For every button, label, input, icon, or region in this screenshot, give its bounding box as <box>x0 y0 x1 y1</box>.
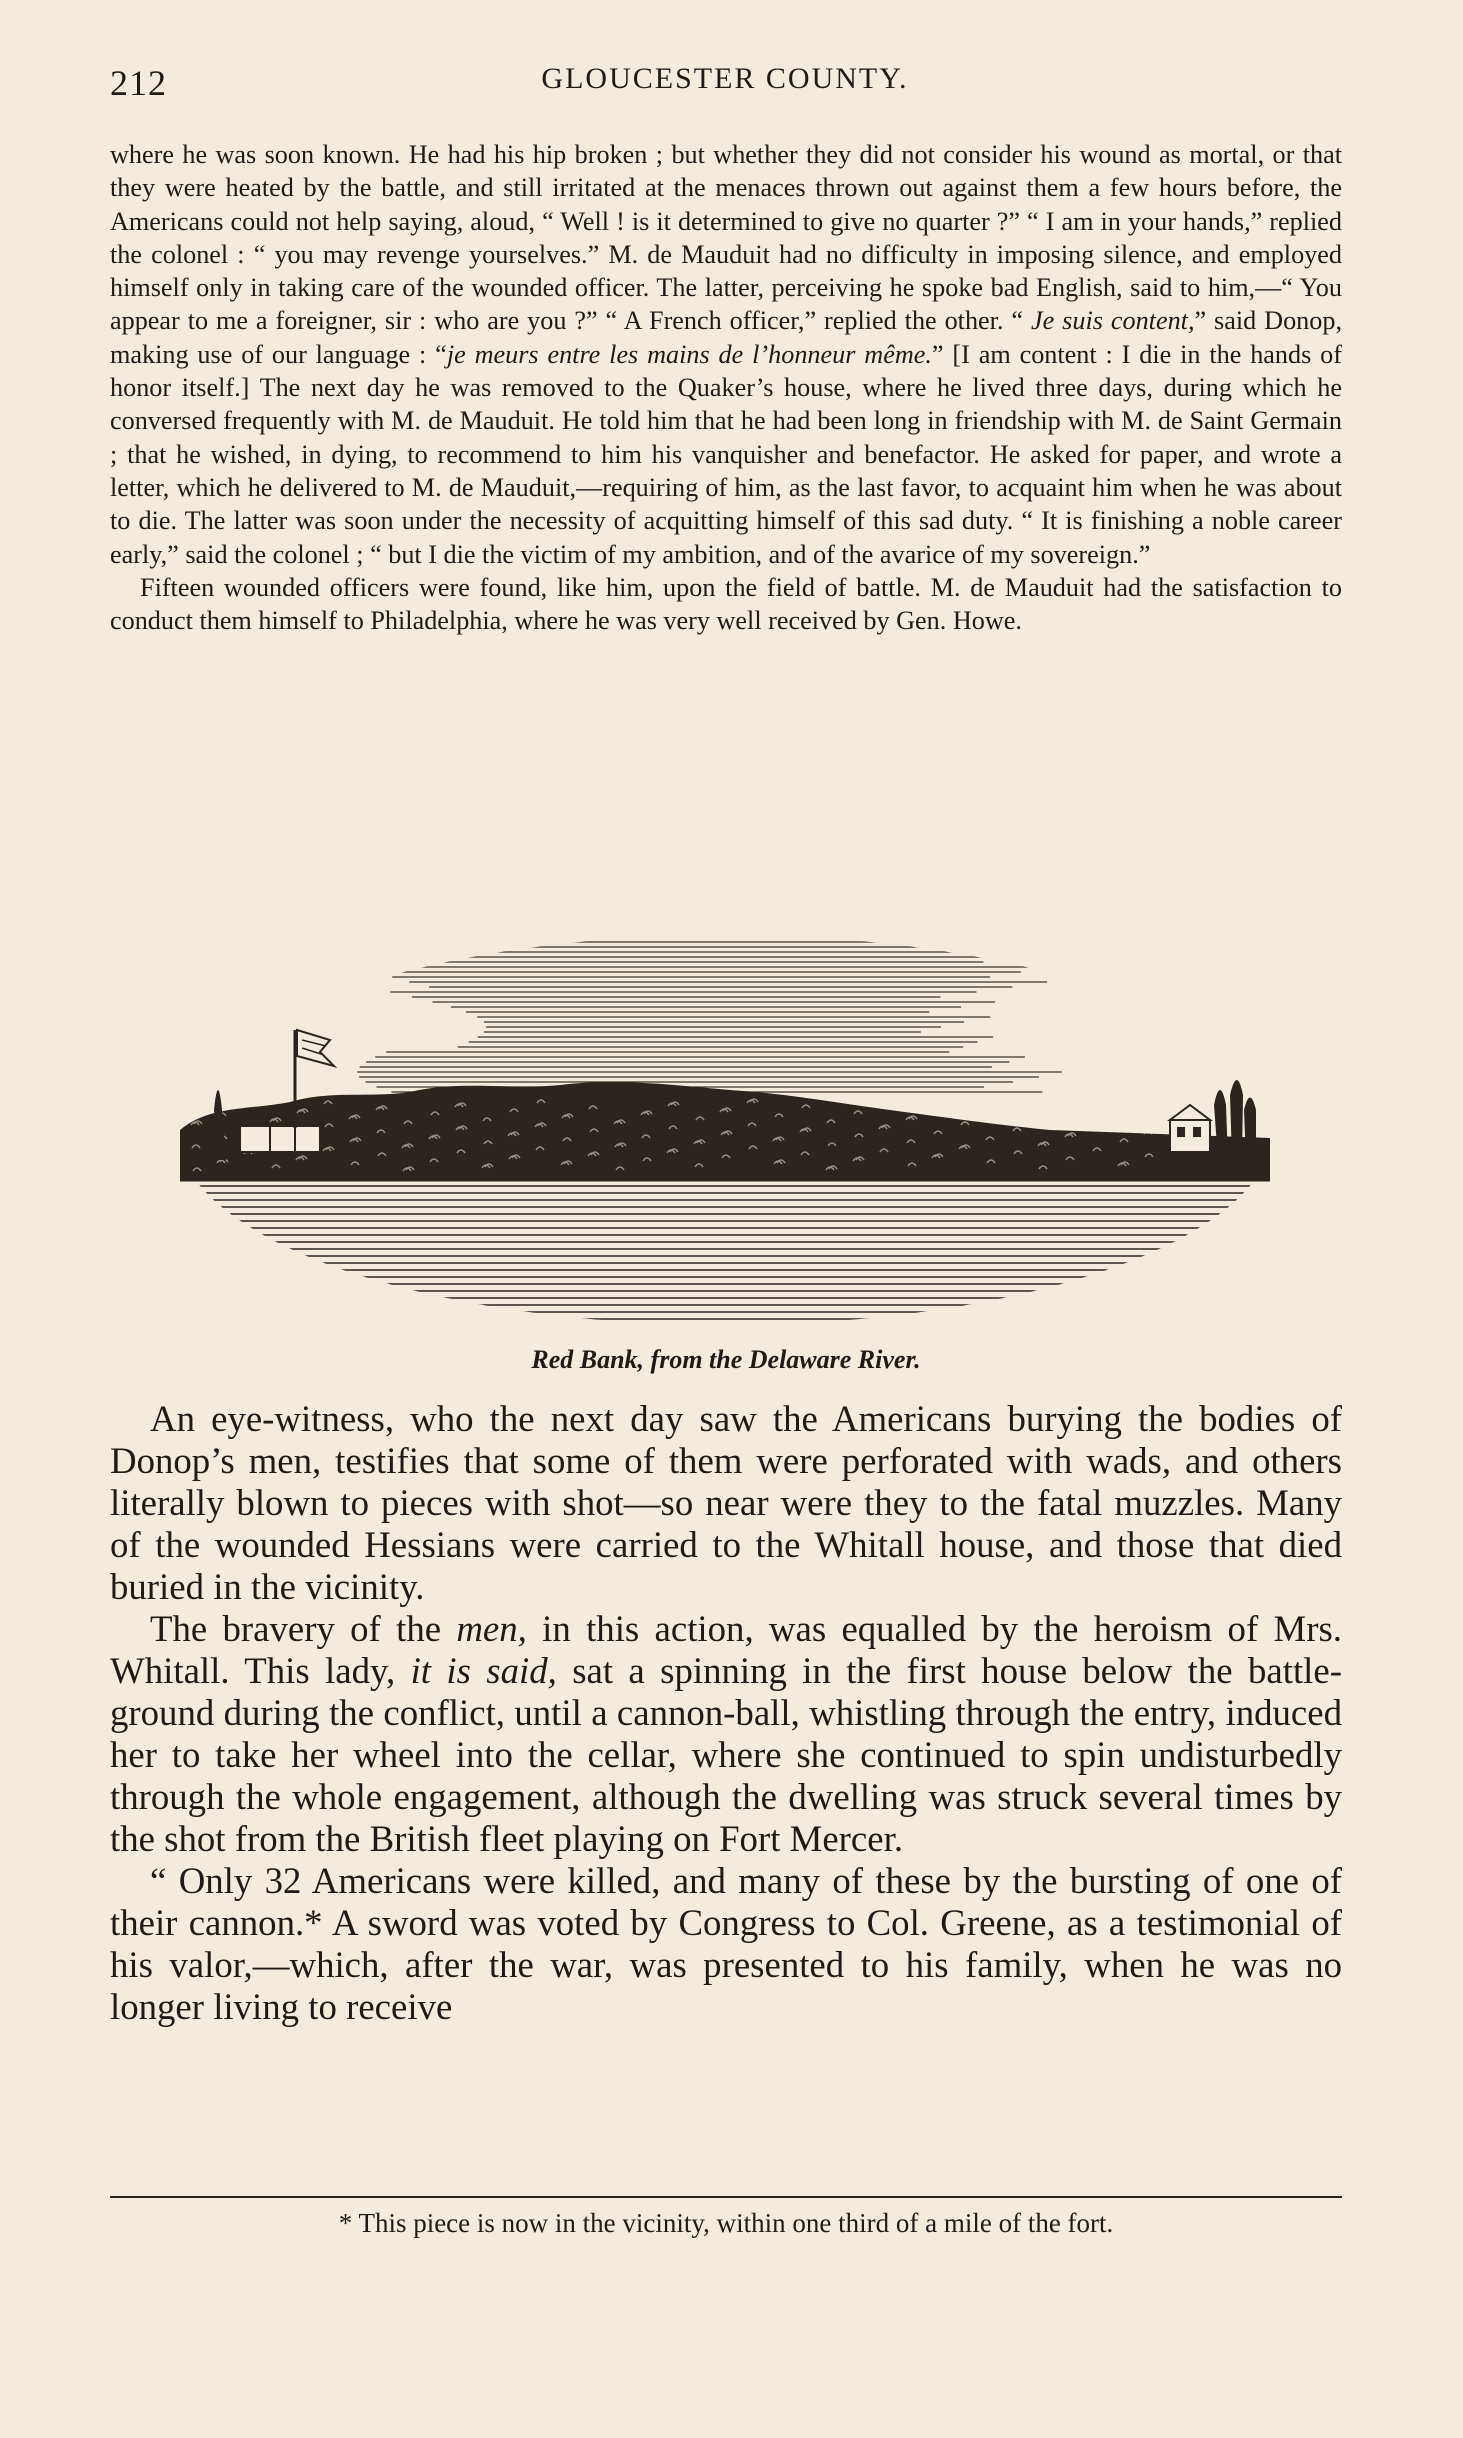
main-text-section <box>110 1398 1342 2028</box>
paragraph-eye-witness: An eye-witness, who the next day saw the Americans burying the bodies of Donop’s men, testifies that some of them were perforated with wads, and others literally blown to pieces with shot—so near were they to the fatal muzzles. Many of the wounded Hessians were carried to the Whitall house, and those that died buried in the vicinity. <box>110 1398 1342 1607</box>
paragraph-americans-killed: “ Only 32 Americans were killed, and many of these by the bursting of one of their cannon.* A sword was voted by Congress to Col. Greene, as a testimonial of his valor,—which, after the war, was presented to his family, when he was no longer living to receive <box>110 1860 1342 2027</box>
sky-hatching <box>357 942 1062 1092</box>
page-header <box>110 56 1340 106</box>
footnote: * This piece is now in the vicinity, within one third of a mile of the fort. <box>338 2208 1114 2238</box>
whitall-house <box>1170 1105 1210 1152</box>
fort-building <box>240 1126 320 1152</box>
page-number: 212 <box>110 63 167 103</box>
paragraph-mrs-whitall: The bravery of the men, in this action, was equalled by the heroism of Mrs. Whitall. This lady, it is said, sat a spinning in the first house below the battle-ground during the conflict, until a cannon-ball, whistling through the entry, induced her to take her wheel into the cellar, where she continued to spin undisturbedly through the whole engagement, although the dwelling was struck several times by the shot from the British fleet playing on Fort Mercer. <box>110 1608 1342 1859</box>
paragraph-wounded-officers: Fifteen wounded officers were found, like him, upon the field of battle. M. de Mauduit had the satisfaction to conduct them himself to Philadelphia, where he was very well received by Gen. Howe. <box>110 572 1342 636</box>
river-hatching <box>170 1186 1280 1326</box>
red-bank-engraving <box>170 880 1280 1330</box>
small-print-section <box>110 138 1342 637</box>
paragraph-donop: where he was soon known. He had his hip broken ; but whether they did not consider his wound as mortal, or that they were heated by the battle, and still irritated at the menaces thrown out against them a few hours before, the Americans could not help saying, aloud, “ Well ! is it determined to give no quarter ?” “ I am in your hands,” replied the colonel : “ you may revenge yourselves.” M. de Mauduit had no difficulty in imposing silence, and employed himself only in taking care of the wounded officer. The latter, perceiving he spoke bad English, said to him,—“ You appear to me a foreigner, sir : who are you ?” “ A French officer,” replied the other. “ Je suis content,” said Donop, making use of our language : “je meurs entre les mains de l’honneur même.” [I am content : I die in the hands of honor itself.] The next day he was removed to the Quaker’s house, where he lived three days, during which he conversed frequently with M. de Mauduit. He told him that he had been long in friendship with M. de Saint Germain ; that he wished, in dying, to recommend to him his vanquisher and benefactor. He asked for paper, and wrote a letter, which he delivered to M. de Mauduit,—requiring of him, as the last favor, to acquaint him when he was about to die. The latter was soon under the necessity of acquitting himself of this sad duty. “ It is finishing a noble career early,” said the colonel ; “ but I die the victim of my ambition, and of the avarice of my sovereign.” <box>110 140 1343 569</box>
poplars-right <box>1214 1080 1256 1160</box>
treeline <box>180 1082 1270 1180</box>
footnote-rule <box>110 2196 1342 2198</box>
figure-caption: Red Bank, from the Delaware River. <box>531 1345 921 1374</box>
running-head: GLOUCESTER COUNTY. <box>541 62 909 95</box>
